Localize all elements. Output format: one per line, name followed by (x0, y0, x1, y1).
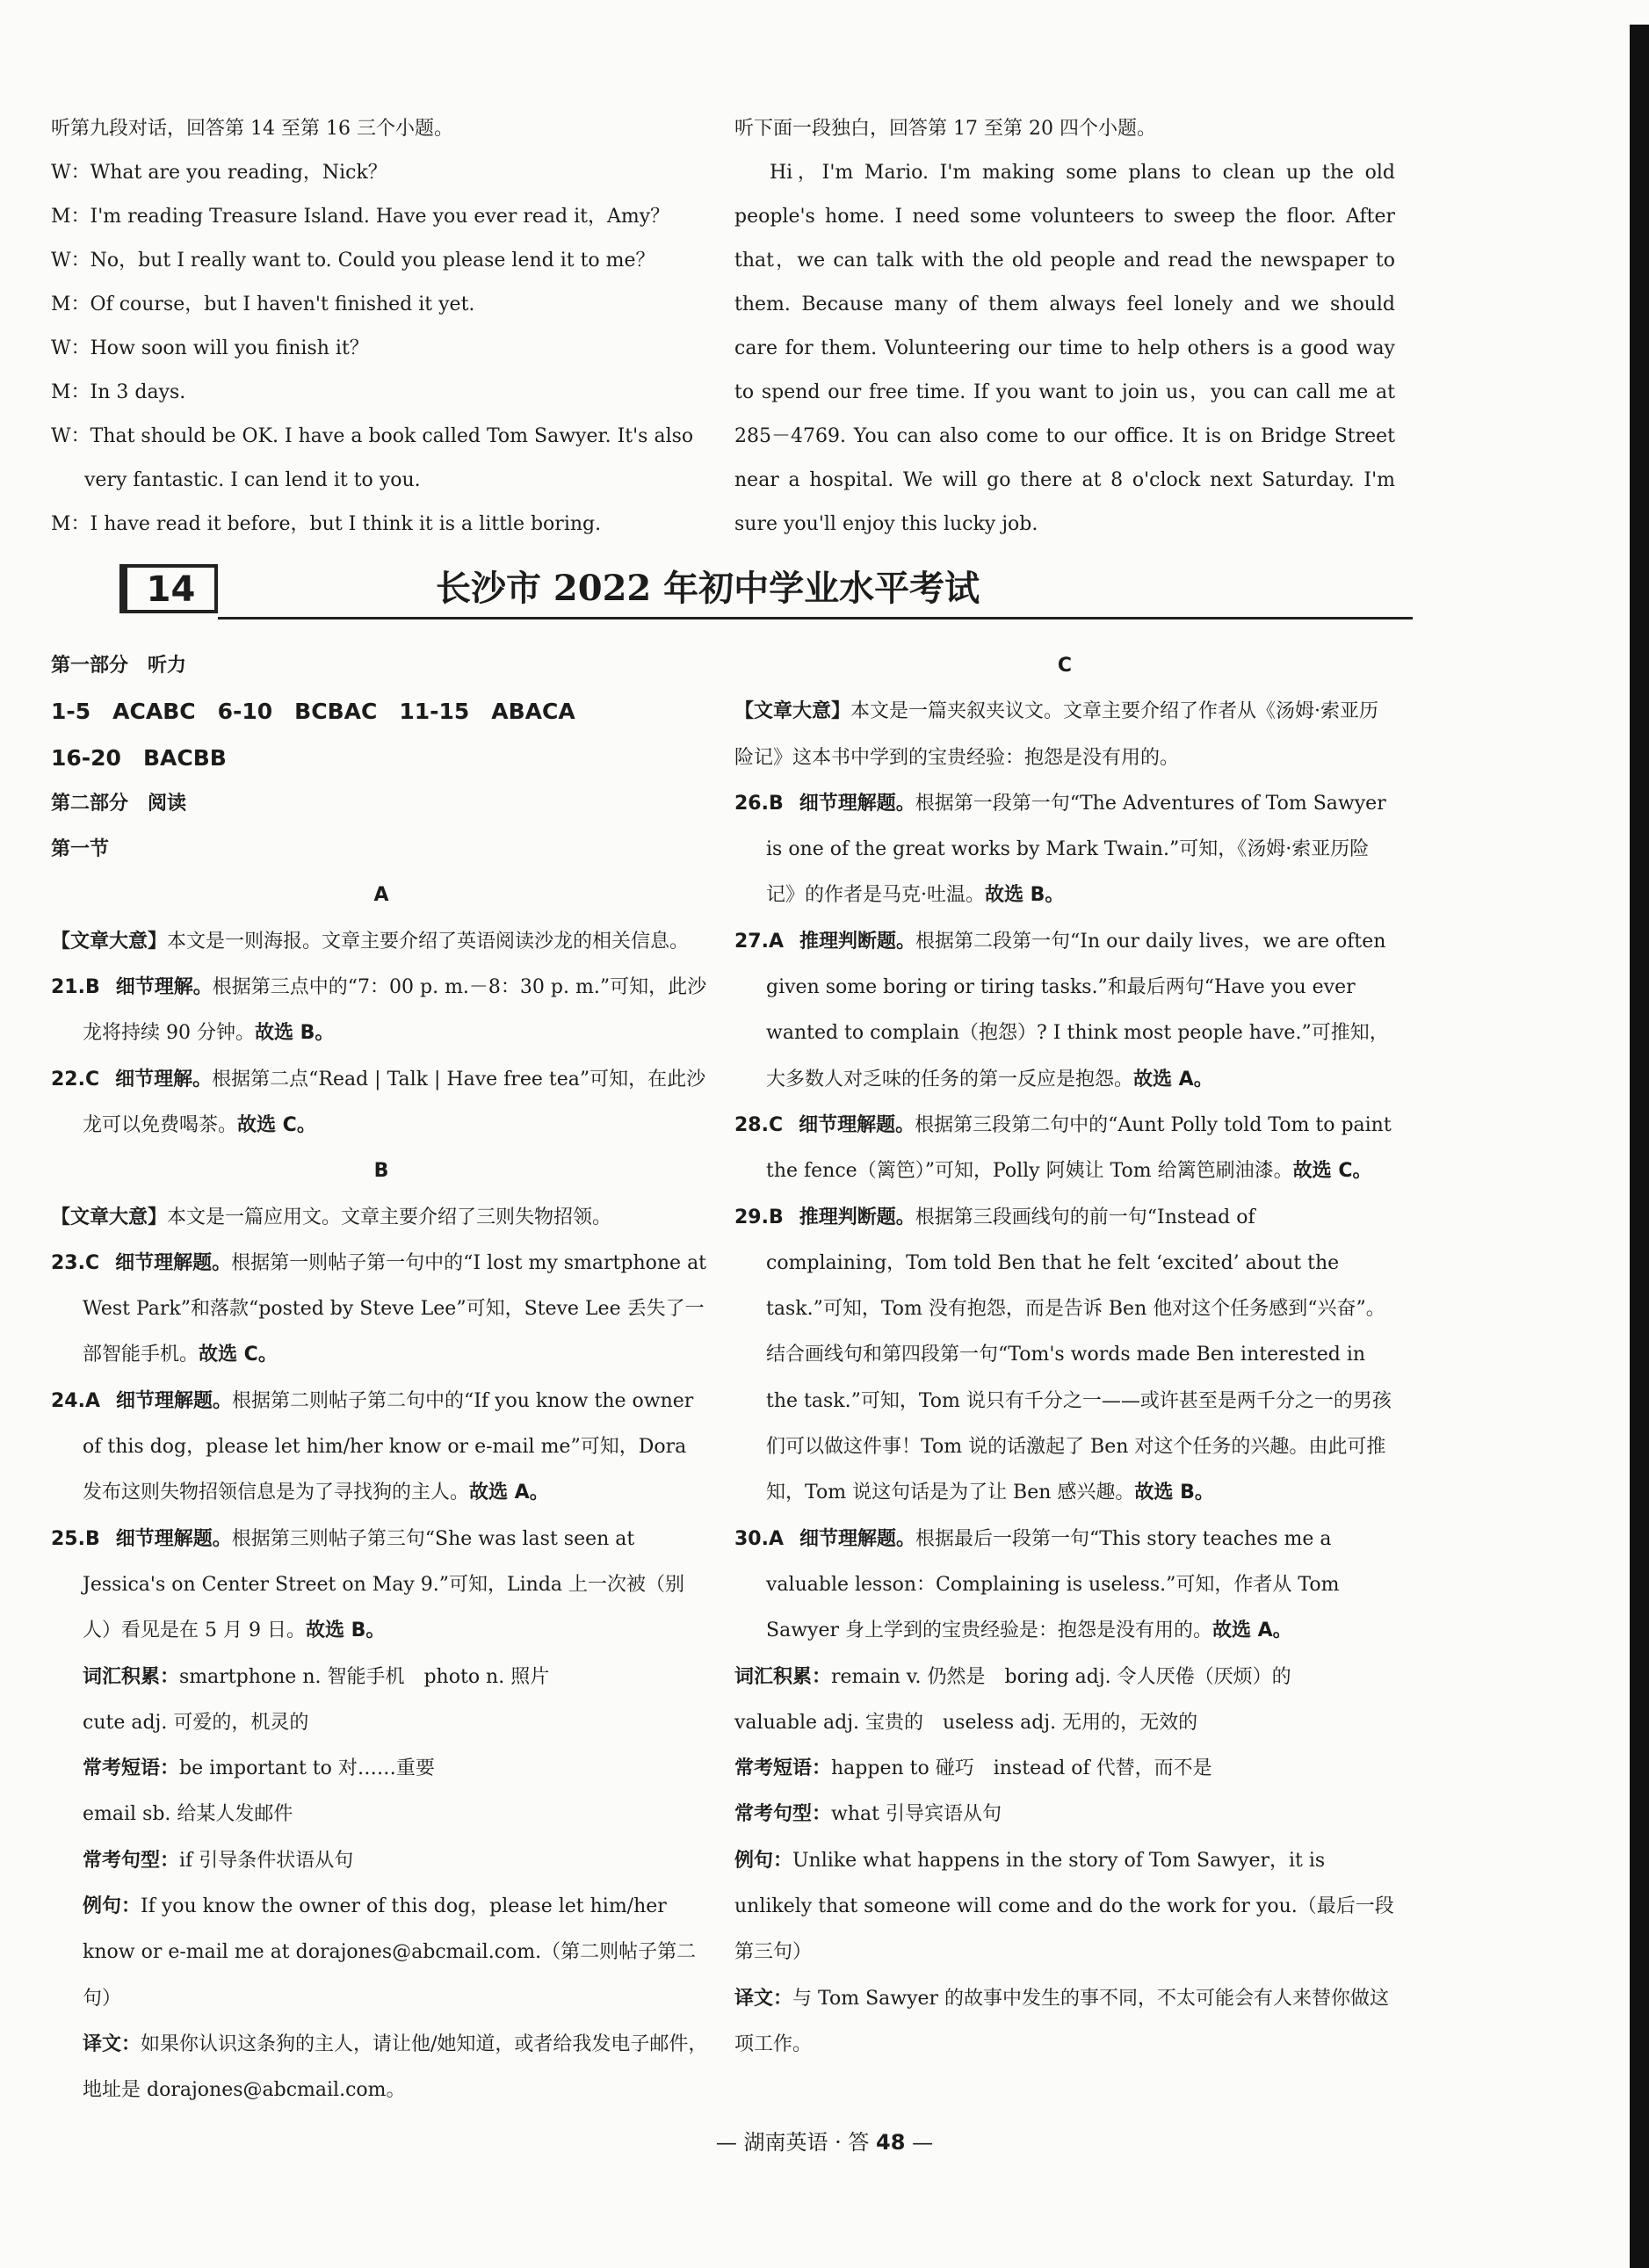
item-text: 根据第二则帖子第二句中的“If you know the owner of this dog，please let him/her know or e-mail me”可知，Dora 发布这则失物招领信息是为了寻找狗的主人。 (83, 1389, 694, 1504)
item-type: 细节理解题。 (799, 792, 915, 815)
dialogue-line: W：What are you reading，Nick？ (51, 162, 387, 184)
vocab-label: 例句： (83, 1895, 141, 1918)
item-selection: 故选 C。 (199, 1344, 278, 1366)
item-type: 细节理解题。 (115, 1527, 232, 1550)
summary-label: 【文章大意】 (51, 930, 168, 953)
title-rule (218, 617, 1413, 620)
vocab-line (734, 1792, 1395, 1837)
vocab-label: 例句： (734, 1849, 793, 1872)
vocab-text: Unlike what happens in the story of Tom Sawyer，it is unlikely that someone will come and do the work for you.（最后一段第三句） (734, 1849, 1394, 1964)
answer-key-line: 1-5 ACABC 6-10 BCBAC 11-15 ABACA (51, 699, 575, 725)
vocab-label: 词汇积累： (83, 1665, 180, 1688)
item-type: 细节理解。 (115, 976, 213, 999)
vocab-label: 词汇积累： (734, 1665, 832, 1688)
item-text: 根据第二点“Read | Talk | Have free tea”可知，在此沙龙可以免费喝茶。 (83, 1068, 706, 1136)
item-number: 25.B (51, 1527, 100, 1550)
vocab-line (734, 1746, 1395, 1792)
item-number: 27.A (734, 930, 784, 953)
dialogue-line: W：No，but I really want to. Could you please lend it to me？ (51, 250, 655, 272)
item-type: 细节理解题。 (116, 1389, 233, 1412)
vocab-line (734, 1655, 1395, 1700)
vocab-line (51, 1655, 712, 1700)
answer-item (51, 1379, 712, 1517)
dialogue-heading: 听第九段对话，回答第 14 至第 16 三个小题。 (51, 118, 453, 140)
vocab-line (734, 1976, 1395, 2069)
item-number: 24.A (51, 1389, 100, 1412)
dialogue-line: W：How soon will you finish it？ (51, 337, 369, 359)
summary-text: 本文是一篇应用文。文章主要介绍了三则失物招领。 (167, 1206, 612, 1228)
item-selection: 故选 B。 (254, 1022, 335, 1045)
vocab-line (51, 1884, 712, 2022)
item-text: 根据最后一段第一句“This story teaches me a valuable lesson：Complaining is useless.”可知，作者从 Tom Sawyer 身上学到的宝贵经验是：抱怨是没有用的。 (766, 1527, 1340, 1642)
summary-label: 【文章大意】 (734, 700, 851, 723)
section-one-heading: 第一节 (51, 838, 110, 861)
vocab-text: smartphone n. 智能手机 photo n. 照片 (179, 1665, 550, 1688)
item-number: 21.B (51, 976, 100, 999)
item-type: 推理判断题。 (799, 1206, 915, 1228)
vocab-text: 与 Tom Sawyer 的故事中发生的事不同，不太可能会有人来替你做这项工作。 (734, 1987, 1390, 2055)
item-selection: 故选 A。 (1133, 1068, 1213, 1091)
item-text: 根据第二段第一句“In our daily lives，we are often given some boring or tiring tasks.”和最后两句“Have you ever wanted to complain（抱怨）? I think most people have.”可推知，大多数人对乏味的任务的第一反应是抱怨。 (766, 930, 1389, 1091)
item-text: 根据第一段第一句“The Adventures of Tom Sawyer is one of the great works by Mark Twain.”可知，《汤姆·索亚历险记》的作者是马克·吐温。 (766, 792, 1386, 907)
vocab-text: what 引导宾语从句 (831, 1803, 1002, 1826)
passage-c-heading: C (1057, 655, 1073, 677)
summary-text: 本文是一篇夹叙夹议文。文章主要介绍了作者从《汤姆·索亚历险记》这本书中学到的宝贵经验：抱怨是没有用的。 (734, 700, 1379, 769)
summary-label: 【文章大意】 (51, 1206, 168, 1228)
item-selection: 故选 B。 (305, 1619, 386, 1642)
answer-item (734, 1517, 1395, 1655)
vocab-text: remain v. 仍然是 boring adj. 令人厌倦（厌烦）的 (831, 1665, 1291, 1688)
footer-prefix: — 湖南英语 · 答 (715, 2130, 870, 2155)
answer-item (51, 1057, 712, 1149)
footer-suffix: — (912, 2130, 934, 2155)
passage-b-heading: B (373, 1160, 389, 1183)
vocab-text: If you know the owner of this dog，please let him/her know or e-mail me at dorajones@abcmail.com.（第二则帖子第二句） (83, 1895, 697, 2010)
summary-c (734, 689, 1395, 781)
summary-a (51, 919, 712, 965)
answer-item (734, 919, 1395, 1103)
dialogue-line: M：I'm reading Treasure Island. Have you ever read it，Amy？ (51, 206, 670, 228)
item-text: 根据第三则帖子第三句“She was last seen at Jessica's on Center Street on May 9.”可知，Linda 上一次被（别人）看见是在 5 月 9 日。 (83, 1527, 685, 1642)
answer-item (51, 1241, 712, 1379)
vocab-text: be important to 对……重要 (179, 1757, 435, 1780)
item-text: 根据第三段第二句中的“Aunt Polly told Tom to paint the fence（篱笆）”可知，Polly 阿姨让 Tom 给篱笆刷油漆。 (766, 1113, 1392, 1183)
item-number: 22.C (51, 1068, 100, 1091)
section-title: 长沙市 2022 年初中学业水平考试 (436, 568, 980, 609)
vocab-label: 译文： (734, 1987, 793, 2010)
answer-item (51, 965, 712, 1057)
section-title-bar (119, 564, 1305, 624)
answer-item (734, 1103, 1395, 1195)
item-type: 细节理解题。 (799, 1527, 916, 1550)
monologue-heading: 听下面一段独白，回答第 17 至第 20 四个小题。 (734, 118, 1156, 140)
item-selection: 故选 A。 (469, 1482, 549, 1504)
dialogue-line: very fantastic. I can lend it to you. (84, 469, 421, 491)
monologue (734, 107, 1395, 547)
vocab-line (51, 1746, 712, 1792)
vocab-label: 常考句型： (83, 1849, 180, 1872)
part-one-heading: 第一部分 听力 (51, 655, 187, 677)
dialogue-line: W：That should be OK. I have a book called Tom Sawyer. It's also (51, 425, 694, 447)
item-selection: 故选 A。 (1211, 1619, 1292, 1642)
item-text: 根据第三段画线句的前一句“Instead of complaining，Tom told Ben that he felt ‘excited’ about the task.”可知，Tom 没有抱怨，而是告诉 Ben 他对这个任务感到“兴奋”。结合画线句和第四段第一句“Tom's words made Ben interested in the task.”可知，Tom 说只有千分之一——或许甚至是两千分之一的男孩们可以做这件事！Tom 说的话激起了 Ben 对这个任务的兴趣。由此可推知，Tom 说这句话是为了让 Ben 感兴趣。 (766, 1206, 1392, 1504)
item-number: 30.A (734, 1527, 784, 1550)
item-number: 23.C (51, 1251, 100, 1274)
answer-key-line: 16-20 BACBB (51, 744, 227, 771)
page-edge-bar (1630, 25, 1649, 2268)
vocab-text: happen to 碰巧 instead of 代替，而不是 (831, 1757, 1212, 1780)
item-selection: 故选 C。 (237, 1113, 316, 1136)
vocab-line (51, 1792, 712, 1837)
vocab-label: 常考短语： (83, 1757, 180, 1780)
item-type: 细节理解。 (115, 1068, 213, 1091)
dialogue-line: M：In 3 days. (51, 381, 186, 403)
vocab-label: 常考句型： (734, 1803, 832, 1826)
vocab-text: valuable adj. 宝贵的 useless adj. 无用的，无效的 (734, 1711, 1198, 1734)
item-selection: 故选 C。 (1292, 1160, 1372, 1183)
dialogue-line: M：I have read it before，but I think it is a little boring. (51, 513, 602, 535)
part-two-heading: 第二部分 阅读 (51, 792, 187, 815)
dialogue-line: M：Of course，but I haven't finished it yet. (51, 293, 475, 315)
vocab-text: 如果你认识这条狗的主人，请让他/她知道，或者给我发电子邮件，地址是 dorajones@abcmail.com。 (83, 2033, 708, 2102)
vocab-line (734, 1838, 1395, 1976)
section-number: 14 (119, 564, 218, 613)
vocab-line (51, 2022, 712, 2114)
summary-text: 本文是一则海报。文章主要介绍了英语阅读沙龙的相关信息。 (167, 930, 690, 953)
item-type: 细节理解题。 (115, 1251, 232, 1274)
vocab-line (51, 1700, 712, 1746)
vocab-text: if 引导条件状语从句 (179, 1849, 354, 1872)
answers-left-column (51, 643, 712, 2114)
vocab-line (734, 1700, 1395, 1746)
item-text: 根据第一则帖子第一句中的“I lost my smartphone at West Park”和落款“posted by Steve Lee”可知，Steve Lee 丢失了一部智能手机。 (83, 1251, 707, 1366)
answer-item (51, 1517, 712, 1655)
item-selection: 故选 B。 (1134, 1482, 1214, 1504)
answer-item (734, 1195, 1395, 1517)
vocab-line (51, 1838, 712, 1884)
page-footer (0, 2125, 1649, 2156)
vocab-label: 译文： (83, 2033, 141, 2055)
answer-item (734, 781, 1395, 919)
summary-b (51, 1195, 712, 1241)
item-type: 推理判断题。 (799, 930, 916, 953)
item-number: 28.C (734, 1113, 784, 1136)
item-number: 26.B (734, 792, 784, 815)
passage-a-heading: A (373, 884, 389, 907)
dialogue-nine (51, 107, 712, 547)
item-type: 细节理解题。 (799, 1113, 915, 1136)
monologue-paragraph: Hi，I'm Mario. I'm making some plans to clean up the old people's home. I need some volunteers to sweep the floor. After that，we can talk with the old people and read the newspaper to them. Because many of them always feel lonely and we should care for them. Volunteering our time to help others is a good way to spend our free time. If you want to join us，you can call me at 285－4769. You can also come to our office. It is on Bridge Street near a hospital. We will go there at 8 o'clock next Saturday. I'm sure you'll enjoy this lucky job. (734, 162, 1395, 535)
vocab-label: 常考短语： (734, 1757, 832, 1780)
vocab-text: cute adj. 可爱的，机灵的 (83, 1711, 309, 1734)
answers-right-column (734, 643, 1395, 2068)
vocab-text: email sb. 给某人发邮件 (83, 1803, 293, 1826)
item-number: 29.B (734, 1206, 784, 1228)
page-number: 48 (876, 2130, 906, 2155)
item-text: 根据第三点中的“7：00 p. m.－8：30 p. m.”可知，此沙龙将持续 90 分钟。 (83, 976, 707, 1045)
item-selection: 故选 B。 (985, 884, 1065, 907)
